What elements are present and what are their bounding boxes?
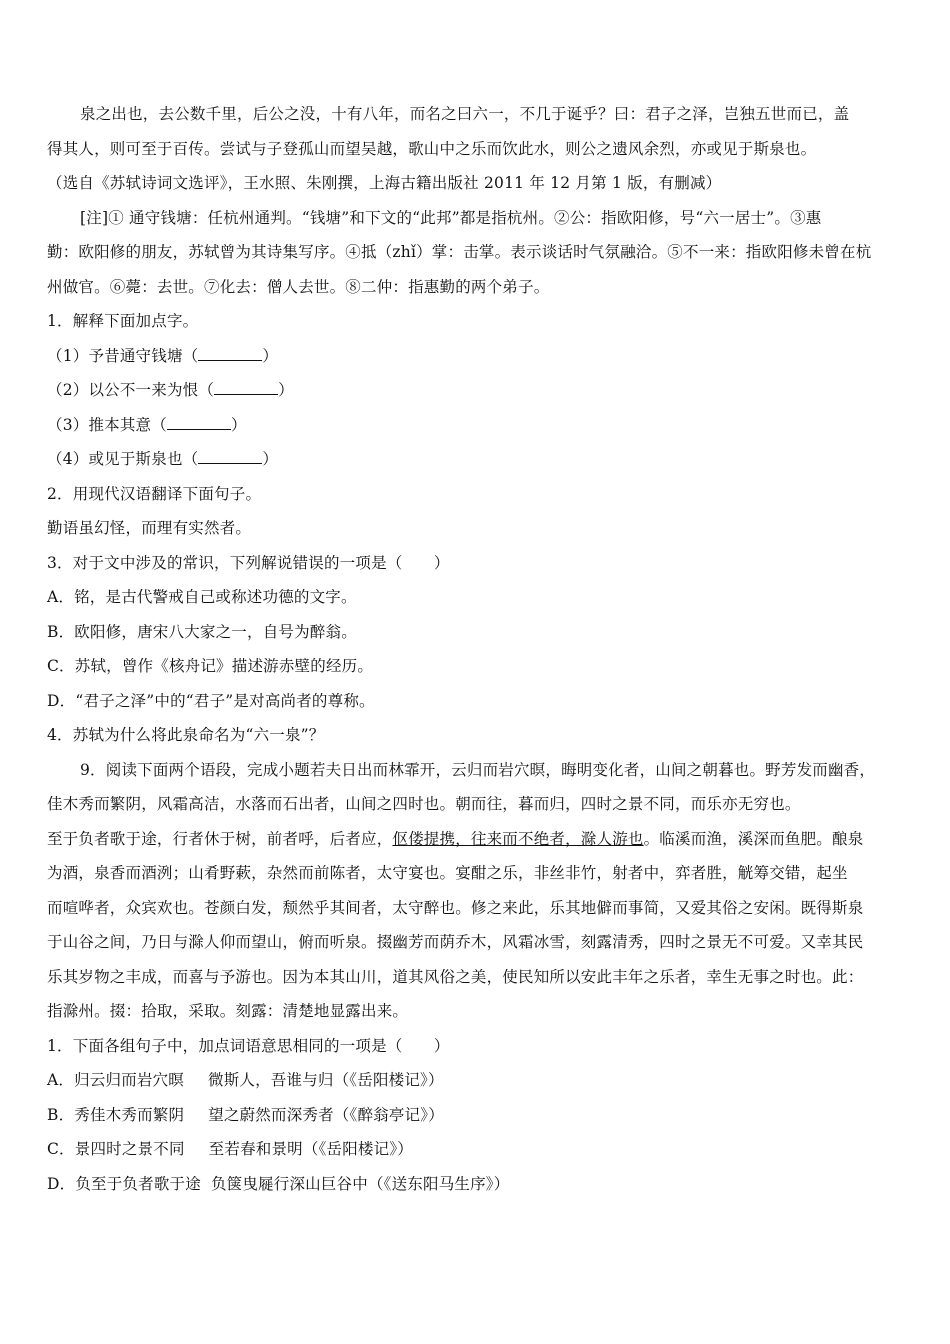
question-1-3-text: （3）推本其意（ xyxy=(47,415,167,434)
close-paren: ） xyxy=(230,415,247,434)
passage2-line8: 指滁州。掇：拾取，采取。刻露：清楚地显露出来。 xyxy=(47,1002,409,1020)
question-4: 4．苏轼为什么将此泉命名为“六一泉”？ xyxy=(47,726,325,744)
question-3-option-d: D．“君子之泽”中的“君子”是对高尚者的尊称。 xyxy=(47,691,375,710)
passage2-line3-end: 。临溪而渔，溪深而鱼肥。酿泉 xyxy=(643,829,864,848)
answer-blank[interactable] xyxy=(198,346,262,361)
passage1-line2: 得其人，则可至于百传。尝试与子登孤山而望吴越，歌山中之乐而饮此水，则公之遗风余烈，亦或见于斯泉也。 xyxy=(47,139,817,158)
question-2: 2．用现代汉语翻译下面句子。 xyxy=(47,484,262,503)
note-line2: 勤：欧阳修的朋友，苏轼曾为其诗集写序。④抵（zhǐ）掌：击掌。表示谈话时气氛融洽。⑤不一来：指欧阳修未曾在杭 xyxy=(47,243,872,261)
question-3-option-c: C．苏轼，曾作《核舟记》描述游赤壁的经历。 xyxy=(47,657,374,675)
note-line1: [注]① 通守钱塘：任杭州通判。“钱塘”和下文的“此邦”都是指杭州。②公：指欧阳修，号“六一居士”。③惠 xyxy=(80,208,822,227)
option-c xyxy=(47,1132,913,1167)
option-d-right: 负箧曳屣行深山巨谷中（《送东阳马生序》） xyxy=(210,1174,510,1193)
passage2-line6: 于山谷之间，乃日与滁人仰而望山，俯而听泉。掇幽芳而荫乔木，风霜冰雪，刻露清秀，四时之景无不可爱。又幸其民 xyxy=(47,933,864,951)
option-a-right: 微斯人，吾谁与归（《岳阳楼记》） xyxy=(208,1071,444,1089)
question-3: 3．对于文中涉及的常识，下列解说错误的一项是（ ） xyxy=(47,553,450,572)
passage2-line1: 9．阅读下面两个语段，完成小题若夫日出而林霏开，云归而岩穴暝，晦明变化者，山间之朝暮也。野芳发而幽香， xyxy=(80,760,876,779)
question-1-1-text: （1）予昔通守钱塘（ xyxy=(47,346,199,365)
close-paren: ） xyxy=(278,381,294,399)
option-d xyxy=(47,1167,913,1202)
passage2-line3 xyxy=(47,822,913,857)
answer-blank[interactable] xyxy=(214,380,278,395)
passage2-line2: 佳木秀而繁阴，风霜高洁，水落而石出者，山间之四时也。朝而往，暮而归，四时之景不同，而乐亦无穷也。 xyxy=(47,795,801,813)
passage2-line5: 而喧哗者，众宾欢也。苍颜白发，颓然乎其间者，太守醉也。修之来此，乐其地僻而事简，又爱其俗之安闲。既得斯泉 xyxy=(47,898,864,917)
question-1-2-text: （2）以公不一来为恨（ xyxy=(47,381,215,399)
option-a-left: A．归云归而岩穴暝 xyxy=(47,1071,184,1089)
question-3-option-a: A．铭，是古代警戒自己或称述功德的文字。 xyxy=(47,588,357,606)
option-b-right: 望之蔚然而深秀者（《醉翁亭记》） xyxy=(208,1105,444,1124)
question-1: 1．解释下面加点字。 xyxy=(47,312,199,330)
source-citation: （选自《苏轼诗词文选评》，王水照、朱刚撰，上海古籍出版社 2011 年 12 月第 1 版，有删减） xyxy=(47,174,722,192)
question-3-option-b: B．欧阳修，唐宋八大家之一，自号为醉翁。 xyxy=(47,622,357,641)
question-1-4 xyxy=(47,442,913,477)
answer-blank[interactable] xyxy=(198,449,262,464)
close-paren: ） xyxy=(262,450,279,468)
passage2-line3-start: 至于负者歌于途，行者休于树，前者呼，后者应， xyxy=(47,829,393,848)
option-b xyxy=(47,1098,913,1133)
option-c-left: C．景四时之景不同 xyxy=(47,1140,185,1158)
close-paren: ） xyxy=(262,346,279,365)
option-b-left: B．秀佳木秀而繁阴 xyxy=(47,1105,185,1124)
option-a xyxy=(47,1063,913,1098)
document-page xyxy=(47,97,913,1201)
question-1-4-text: （4）或见于斯泉也（ xyxy=(47,450,199,468)
question-2-1: 1．下面各组句子中，加点词语意思相同的一项是（ ） xyxy=(47,1036,450,1055)
passage2-line4: 为酒，泉香而酒洌；山肴野蔌，杂然而前陈者，太守宴也。宴酣之乐，非丝非竹，射者中，弈者胜，觥筹交错，起坐 xyxy=(47,864,848,882)
option-d-left: D．负至于负者歌于途 xyxy=(47,1174,201,1193)
question-2-sentence: 勤语虽幻怪，而理有实然者。 xyxy=(47,519,252,537)
question-1-2 xyxy=(47,373,913,408)
answer-blank[interactable] xyxy=(167,415,231,430)
option-c-right: 至若春和景明（《岳阳楼记》） xyxy=(208,1140,413,1158)
question-1-1 xyxy=(47,339,913,374)
note-line3: 州做官。⑥薨：去世。⑦化去：僧人去世。⑧二仲：指惠勤的两个弟子。 xyxy=(47,277,550,296)
passage2-line7: 乐其岁物之丰成，而喜与予游也。因为本其山川，道其风俗之美，使民知所以安此丰年之乐者，幸生无事之时也。此： xyxy=(47,967,864,986)
underlined-sentence: 伛偻提携，往来而不绝者，滁人游也 xyxy=(392,829,644,848)
passage1-line1: 泉之出也，去公数千里，后公之没，十有八年，而名之曰六一，不几于诞乎？曰：君子之泽，岂独五世而已，盖 xyxy=(80,105,850,123)
question-1-3 xyxy=(47,408,913,443)
